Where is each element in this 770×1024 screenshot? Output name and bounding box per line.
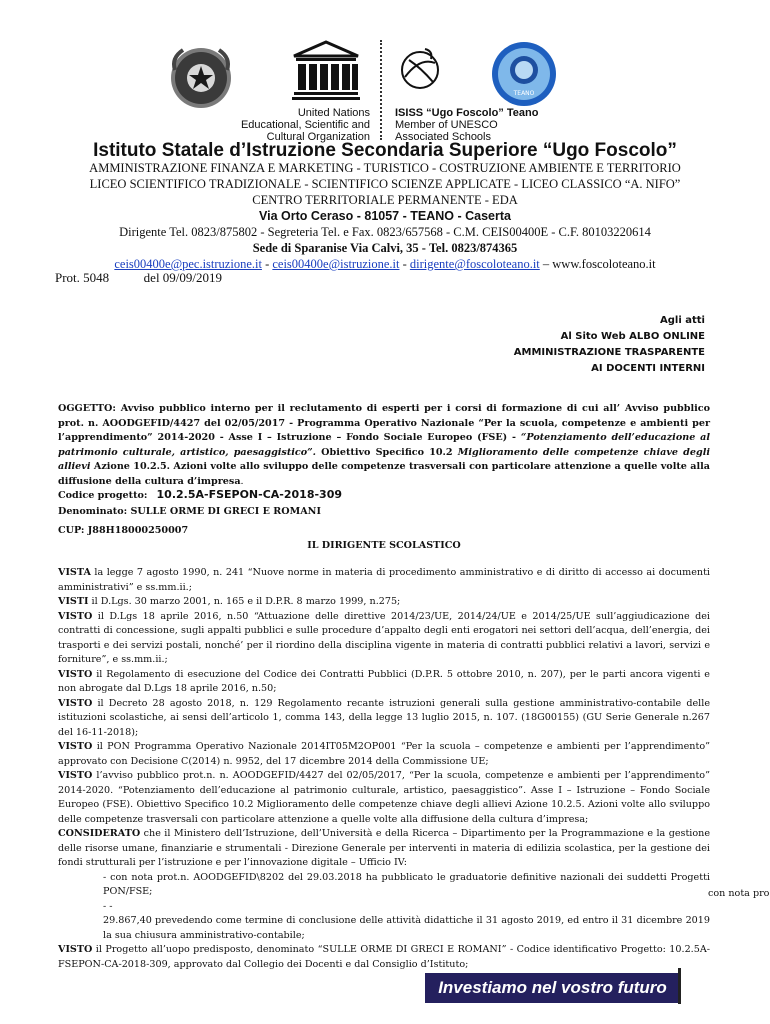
oggetto-dot: . (240, 475, 244, 487)
codice-value: 10.2.5A-FSEPON-CA-2018-309 (156, 488, 342, 501)
unesco-caption (220, 107, 370, 143)
unesco-temple-logo-icon (290, 40, 362, 102)
website-text: – www.foscoloteano.it (542, 257, 656, 271)
oggetto-text: Avviso pubblico interno per il reclutamento di esperti per i corsi di formazione di cui all’ Avviso pubblico prot. n. AOODGEFID/4427 del 02/05/2017 - Programma Operativo Nazionale “Per la scuola, competenze e ambienti per l’apprendimento” 2014-2020 - Asse I – Istruzione – Fondo Sociale Europeo (FSE) - (58, 403, 710, 443)
recitals (58, 566, 710, 972)
dirigente-email-link[interactable]: dirigente@foscoloteano.it (409, 257, 540, 271)
header-address: Via Orto Ceraso - 81057 - TEANO - Caserta (259, 209, 511, 223)
recital-paragraph: VISTI il D.Lgs. 30 marzo 2001, n. 165 e il D.P.R. 8 marzo 1999, n.275; (58, 596, 401, 607)
bullet-item: - con nota prot.n. AOODGEFID\8202 del 29.03.2018 ha pubblicato le graduatorie definitive nazionali dei suddetti Progetti PON/FSE; (103, 871, 710, 897)
oggetto-italic: “Potenziamento dell’educazione al patrimonio culturale, artistico, paesaggistico”. (58, 432, 710, 458)
un-line: Educational, Scientific and (240, 119, 370, 131)
footer-banner: Investiamo nel vostro futuro (425, 973, 680, 1003)
recipient: Al Sito Web ALBO ONLINE (560, 331, 705, 342)
recital-paragraph: VISTO il Regolamento di esecuzione del Codice dei Contratti Pubblici (D.P.R. 5 ottobre 2010, n. 207), per le parti ancora vigenti e non abrogate dal D.Lgs 18 aprile 2016, n.50; (58, 668, 710, 694)
side-note: con nota pro (708, 888, 770, 899)
un-line: Cultural Organization (266, 131, 370, 143)
footer-divider (678, 968, 681, 1004)
school-badge-text: TEANO (513, 90, 535, 97)
codice-label: Codice progetto: (58, 490, 148, 501)
school-badge-logo-icon (490, 40, 558, 108)
recipient: AMMINISTRAZIONE TRASPARENTE (513, 347, 705, 358)
cup: CUP: J88H18000250007 (58, 525, 189, 536)
header-sede: Sede di Sparanise Via Calvi, 35 - Tel. 0823/874365 (252, 241, 518, 255)
protocol-line (55, 270, 222, 286)
codice-progetto (58, 488, 710, 504)
header-line2: LICEO SCIENTIFICO TRADIZIONALE - SCIENTIFICO SCIENZE APPLICATE - LICEO CLASSICO “A. NIFO” (89, 177, 681, 191)
protocol-date: del 09/09/2019 (143, 270, 223, 285)
aspnet-schools-logo-icon (395, 45, 445, 95)
bullet-item: 29.867,40 prevedendo come termine di conclusione delle attività didattiche il 31 agosto 2019, ed entro il 31 dicembre 2019 la sua chiusura amministrativo-contabile; (103, 915, 710, 941)
un-line: United Nations (297, 107, 370, 119)
email-link[interactable]: ceis00400e@istruzione.it (272, 257, 400, 271)
recital-paragraph: VISTO il Progetto all’uopo predisposto, denominato “SULLE ORME DI GRECI E ROMANI” - Codice identificativo Progetto: 10.2.5A-FSEPON-CA-2018-309, approvato dal Collegio dei Docenti e dal Consiglio d’Istituto; (58, 944, 710, 970)
school-title: Istituto Statale d’Istruzione Secondaria Superiore “Ugo Foscolo” (93, 140, 677, 161)
isiss-line: Associated Schools (395, 131, 491, 143)
header-divider (380, 40, 384, 140)
protocol-number: Prot. 5048 (55, 270, 110, 285)
header-line1: AMMINISTRAZIONE FINANZA E MARKETING - TURISTICO - COSTRUZIONE AMBIENTE E TERRITORIO (89, 161, 681, 175)
header-line3: CENTRO TERRITORIALE PERMANENTE - EDA (252, 193, 518, 207)
recital-paragraph: VISTO il Decreto 28 agosto 2018, n. 129 Regolamento recante istruzioni generali sulla gestione amministrativo-contabile delle istituzioni scolastiche, ai sensi dell’articolo 1, comma 143, della legge 13 luglio 2015, n. 107. (18G00155) (GU Serie Generale n.267 del 16-11-2018); (58, 697, 710, 738)
oggetto-text: Azione 10.2.5. Azioni volte allo sviluppo delle competenze trasversali con particolare attenzione a quelle volte alla diffusione della cultura d’impresa (58, 461, 711, 487)
recital-paragraph: VISTA la legge 7 agosto 1990, n. 241 “Nuove norme in materia di procedimento amministrativo e di diritto di accesso ai documenti amministrativi” e ss.mm.ii.; (58, 567, 710, 593)
denominato: Denominato: SULLE ORME DI GRECI E ROMANI (58, 506, 321, 517)
oggetto-text: Obiettivo Specifico 10.2 (321, 446, 453, 458)
isiss-line: ISISS “Ugo Foscolo” Teano (395, 107, 539, 119)
recital-paragraph: VISTO il PON Programma Operativo Nazionale 2014IT05M2OP001 “Per la scuola – competenze e ambienti per l’apprendimento” approvato con Decisione C(2014) n. 9952, del 17 dicembre 2014 della Commissione UE; (58, 741, 710, 767)
bullet-item: - - (103, 900, 113, 912)
italian-republic-emblem-icon (165, 40, 237, 112)
header-contacts: Dirigente Tel. 0823/875802 - Segreteria Tel. e Fax. 0823/657568 - C.M. CEIS00400E - C.F. 80103220614 (119, 225, 651, 239)
header-email-line: ceis00400e@pec.istruzione.it - ceis00400e@istruzione.it - dirigente@foscoloteano.it – www.foscoloteano.it (114, 257, 656, 271)
recital-paragraph: VISTO il D.Lgs 18 aprile 2016, n.50 “Attuazione delle direttive 2014/23/UE, 2014/24/UE e 2014/25/UE sull’aggiudicazione dei contratti di concessione, sugli appalti pubblici e sulle procedure d’appalto degli enti erogatori nei settori dell’acqua, dell’energia, dei trasporti e dei servizi postali, nonché’ per il riordino della disciplina vigente in materia di contratti pubblici relativi a lavori, servizi e forniture”, e ss.mm.ii.; (58, 610, 710, 665)
recipient: AI DOCENTI INTERNI (591, 363, 705, 374)
section-heading: IL DIRIGENTE SCOLASTICO (307, 540, 461, 551)
oggetto-label: OGGETTO: (58, 403, 116, 414)
recital-paragraph: CONSIDERATO che il Ministero dell’Istruzione, dell’Università e della Ricerca – Dipartimento per la Programmazione e la gestione delle risorse umane, finanziarie e strumentali - Direzione Generale per interventi in materia di edilizia scolastica, per la gestione dei fondi strutturali per l’istruzione e per l’innovazione digitale – Ufficio IV: (58, 828, 710, 868)
oggetto-italic: Miglioramento delle competenze chiave degli allievi (58, 446, 710, 472)
oggetto-block (58, 402, 710, 489)
recital-paragraph: VISTO l’avviso pubblico prot.n. n. AOODGEFID/4427 del 02/05/2017, “Per la scuola, competenze e ambienti per l’apprendimento” 2014-2020. “Potenziamento dell’educazione al patrimonio culturale, artistico, paesaggistico”. Asse I – Istruzione – Fondo Sociale Europeo (FSE). Obiettivo Specifico 10.2 Miglioramento delle competenze chiave degli allievi Azione 10.2.5. Azioni volte allo sviluppo delle competenze trasversali con particolare attenzione a quelle volte alla diffusione della cultura d’impresa; (58, 770, 710, 825)
isiss-line: Member of UNESCO (395, 119, 498, 131)
isiss-caption (395, 107, 595, 143)
recipient: Agli atti (660, 315, 705, 326)
pec-email-link[interactable]: ceis00400e@pec.istruzione.it (114, 257, 262, 271)
